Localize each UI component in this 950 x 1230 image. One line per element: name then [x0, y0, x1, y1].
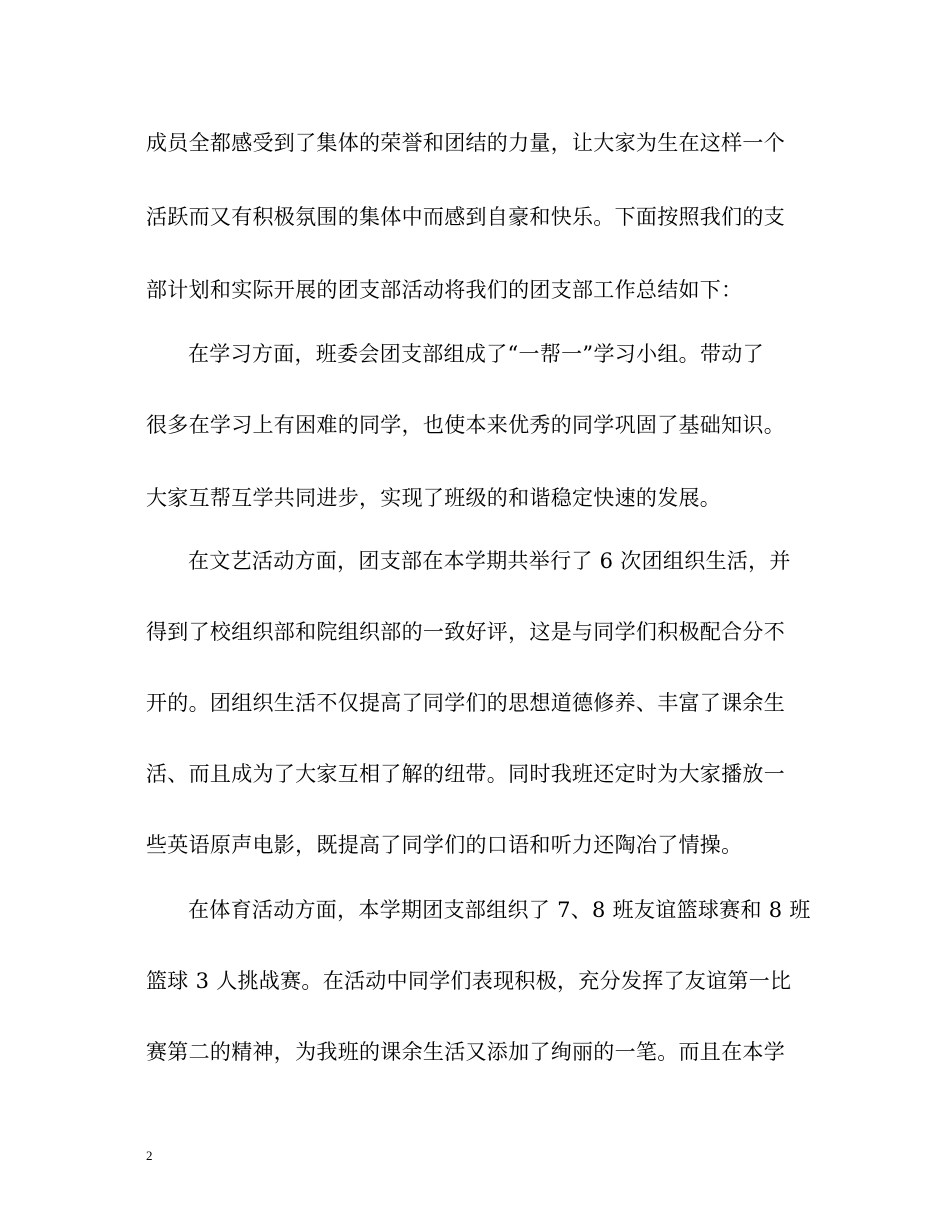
- text-line-7: 在文艺活动方面，团支部在本学期共举行了 6 次团组织生活，并: [188, 549, 791, 573]
- text-line-10: 活、而且成为了大家互相了解的纽带。同时我班还定时为大家播放一: [146, 762, 785, 786]
- text-line-1: 成员全都感受到了集体的荣誉和团结的力量，让大家为生在这样一个: [146, 131, 785, 155]
- page-number: 2: [146, 1148, 153, 1163]
- text-line-12: 在体育活动方面，本学期团支部组织了 7、8 班友谊篮球赛和 8 班: [188, 898, 811, 922]
- text-line-6: 大家互帮互学共同进步，实现了班级的和谐稳定快速的发展。: [146, 486, 722, 510]
- text-line-14: 赛第二的精神，为我班的课余生活又添加了绚丽的一笔。而且在本学: [146, 1040, 785, 1064]
- text-line-13: 篮球 3 人挑战赛。在活动中同学们表现积极，充分发挥了友谊第一比: [146, 969, 792, 993]
- text-line-8: 得到了校组织部和院组织部的一致好评，这是与同学们积极配合分不: [146, 620, 785, 644]
- text-line-11: 些英语原声电影，既提高了同学们的口语和听力还陶冶了情操。: [146, 833, 743, 857]
- text-line-3: 部计划和实际开展的团支部活动将我们的团支部工作总结如下：: [146, 278, 743, 302]
- text-line-9: 开的。团组织生活不仅提高了同学们的思想道德修养、丰富了课余生: [146, 691, 785, 715]
- text-line-2: 活跃而又有积极氛围的集体中而感到自豪和快乐。下面按照我们的支: [146, 205, 785, 229]
- text-line-5: 很多在学习上有困难的同学，也使本来优秀的同学巩固了基础知识。: [146, 413, 785, 437]
- text-line-4: 在学习方面，班委会团支部组成了“一帮一”学习小组。带动了: [188, 342, 764, 366]
